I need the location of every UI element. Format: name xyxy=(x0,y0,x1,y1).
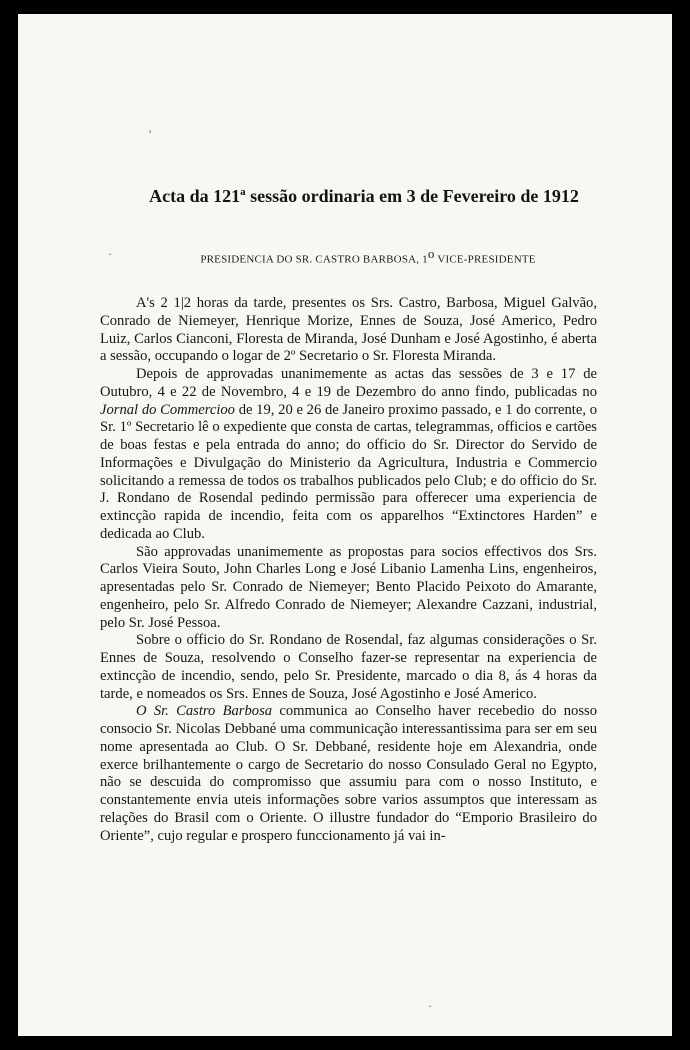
minutes-body xyxy=(100,295,597,845)
paragraph-debbane xyxy=(100,703,597,845)
title-suffix: sessão ordinaria em 3 de Fevereiro de 1912 xyxy=(245,186,579,206)
scan-speck: ' xyxy=(149,127,152,141)
title-prefix: Acta da 121 xyxy=(149,186,241,206)
title-superscript: a xyxy=(240,186,246,198)
newspaper-name: Jornal do Commercioo xyxy=(100,401,235,418)
scan-speck: · xyxy=(428,999,432,1013)
subtitle-superscript: o xyxy=(427,246,435,261)
scan-speck: · xyxy=(108,247,112,261)
page-title xyxy=(18,186,672,207)
presidency-subtitle xyxy=(18,246,672,266)
document-page xyxy=(18,14,672,1036)
paragraph-attendance: A's 2 1|2 horas da tarde, presentes os Srs. Castro, Barbosa, Miguel Galvão, Conrado de Niemeyer, Henrique Morize, Ennes de Souza, José Americo, Pedro Luiz, Carlos Cianconi, Floresta de Miranda, José Dunham e José Agostinho, é aberta a sessão, occupando o logar de 2º Secretario o Sr. Floresta Miranda. xyxy=(100,295,597,365)
paragraph-fire-experiment: Sobre o officio do Sr. Rondano de Rosendal, faz algumas considerações o Sr. Ennes de Souza, resolvendo o Conselho fazer-se representar na experiencia de extincção de incendio, sendo, pelo Sr. Presidente, marcado o dia 8, ás 4 horas da tarde, e nomeados os Srs. Ennes de Souza, José Agostinho e José Americo. xyxy=(100,632,597,702)
paragraph-debbane-rest: communica ao Conselho haver recebedio do nosso consocio Sr. Nicolas Debbané uma communicação interessantissima para ser em seu nome apresentada ao Club. O Sr. Debbané, residente hoje em Alexandria, onde exerce brilhantemente o cargo de Secretario do nosso Consulado Geral no Egypto, não se descuida do compromisso que assumiu para com o nosso Instituto, e constantemente envia uteis informações sobre varios assumptos que interessam as relações do Brasil com o Oriente. O illustre fundador do “Emporio Brasileiro do Oriente”, cujo regular e prospero funccionamento já vai in- xyxy=(100,703,597,844)
subtitle-prefix: PRESIDENCIA DO SR. CASTRO BARBOSA, 1 xyxy=(200,253,428,266)
paragraph-correspondence-start: Depois de approvadas unanimemente as actas das sessões de 3 e 17 de Outubro, 4 e 22 de Novembro, 4 e 19 de Dezembro do anno findo, publicadas no xyxy=(100,366,597,400)
speaker-name: O Sr. Castro Barbosa xyxy=(136,703,273,720)
paragraph-correspondence xyxy=(100,366,597,544)
paragraph-new-members: São approvadas unanimemente as propostas para socios effectivos dos Srs. Carlos Vieira Souto, John Charles Long e José Libanio Lamenha Lins, engenheiros, apresentadas pelo Sr. Conrado de Niemeyer; Bento Placido Peixoto do Amarante, engenheiro, pelo Sr. Alfredo Conrado de Niemeyer; Alexandre Cazzani, industrial, pelo Sr. José Pessoa. xyxy=(100,543,597,631)
paragraph-correspondence-rest: de 19, 20 e 26 de Janeiro proximo passado, e 1 do corrente, o Sr. 1º Secretario lê o expediente que consta de cartas, telegrammas, officios e cartões de boas festas e pela entrada do anno; do officio do Sr. Director do Servido de Informações e Divulgação do Ministerio da Agricultura, Industria e Commercio solicitando a remessa de todos os trabalhos publicados pelo Club; e do officio do Sr. J. Rondano de Rosendal pedindo permissão para offerecer uma experiencia de extincção rapida de incendio, feita com os apparelhos “Extinctores Harden” e dedicada ao Club. xyxy=(100,401,597,542)
subtitle-suffix: VICE-PRESIDENTE xyxy=(434,253,536,266)
